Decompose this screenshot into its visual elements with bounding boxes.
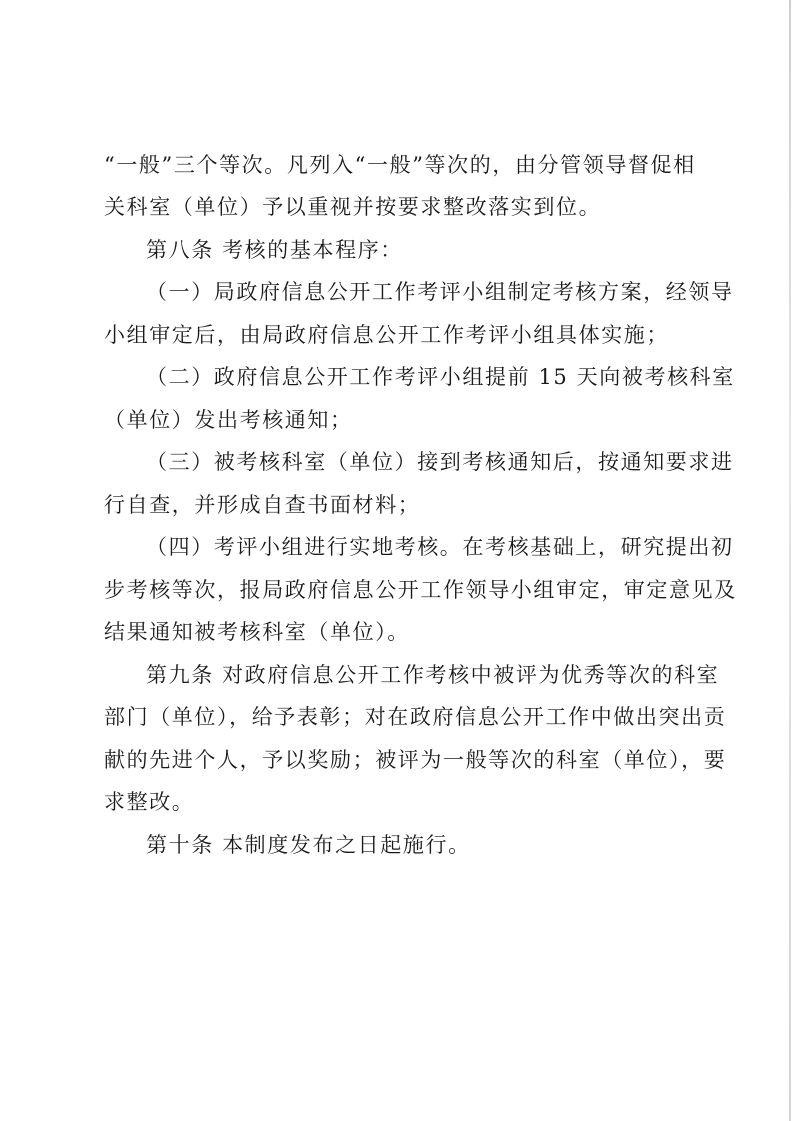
text-line: （二）政府信息公开工作考评小组提前 15 天向被考核科室	[146, 365, 735, 389]
text-line: （单位）发出考核通知；	[104, 408, 353, 432]
text-line: 结果通知被考核科室（单位）。	[104, 620, 410, 644]
text-line: 行自查，并形成自查书面材料；	[104, 493, 421, 517]
text-line: 求整改。	[104, 790, 195, 814]
text-line: （三）被考核科室（单位）接到考核通知后，按通知要求进	[146, 450, 734, 474]
text-line: “一般”三个等次。凡列入“一般”等次的，由分管领导督促相	[104, 153, 696, 177]
text-line: 部门（单位），给予表彰；对在政府信息公开工作中做出突出贡	[104, 705, 727, 729]
scan-edge-line	[789, 0, 791, 1121]
text-line: 献的先进个人，予以奖励；被评为一般等次的科室（单位），要	[104, 748, 727, 772]
article-8-heading: 第八条 考核的基本程序：	[146, 238, 403, 262]
text-line: 关科室（单位）予以重视并按要求整改落实到位。	[104, 195, 602, 219]
text-line: 步考核等次，报局政府信息公开工作领导小组审定，审定意见及	[104, 578, 737, 602]
article-10-heading: 第十条 本制度发布之日起施行。	[146, 833, 471, 857]
article-9-heading: 第九条 对政府信息公开工作考核中被评为优秀等次的科室	[146, 663, 720, 687]
text-line: （四）考评小组进行实地考核。在考核基础上，研究提出初	[146, 535, 734, 559]
text-line: （一）局政府信息公开工作考评小组制定考核方案，经领导	[146, 280, 734, 304]
text-line: 小组审定后，由局政府信息公开工作考评小组具体实施；	[104, 323, 669, 347]
